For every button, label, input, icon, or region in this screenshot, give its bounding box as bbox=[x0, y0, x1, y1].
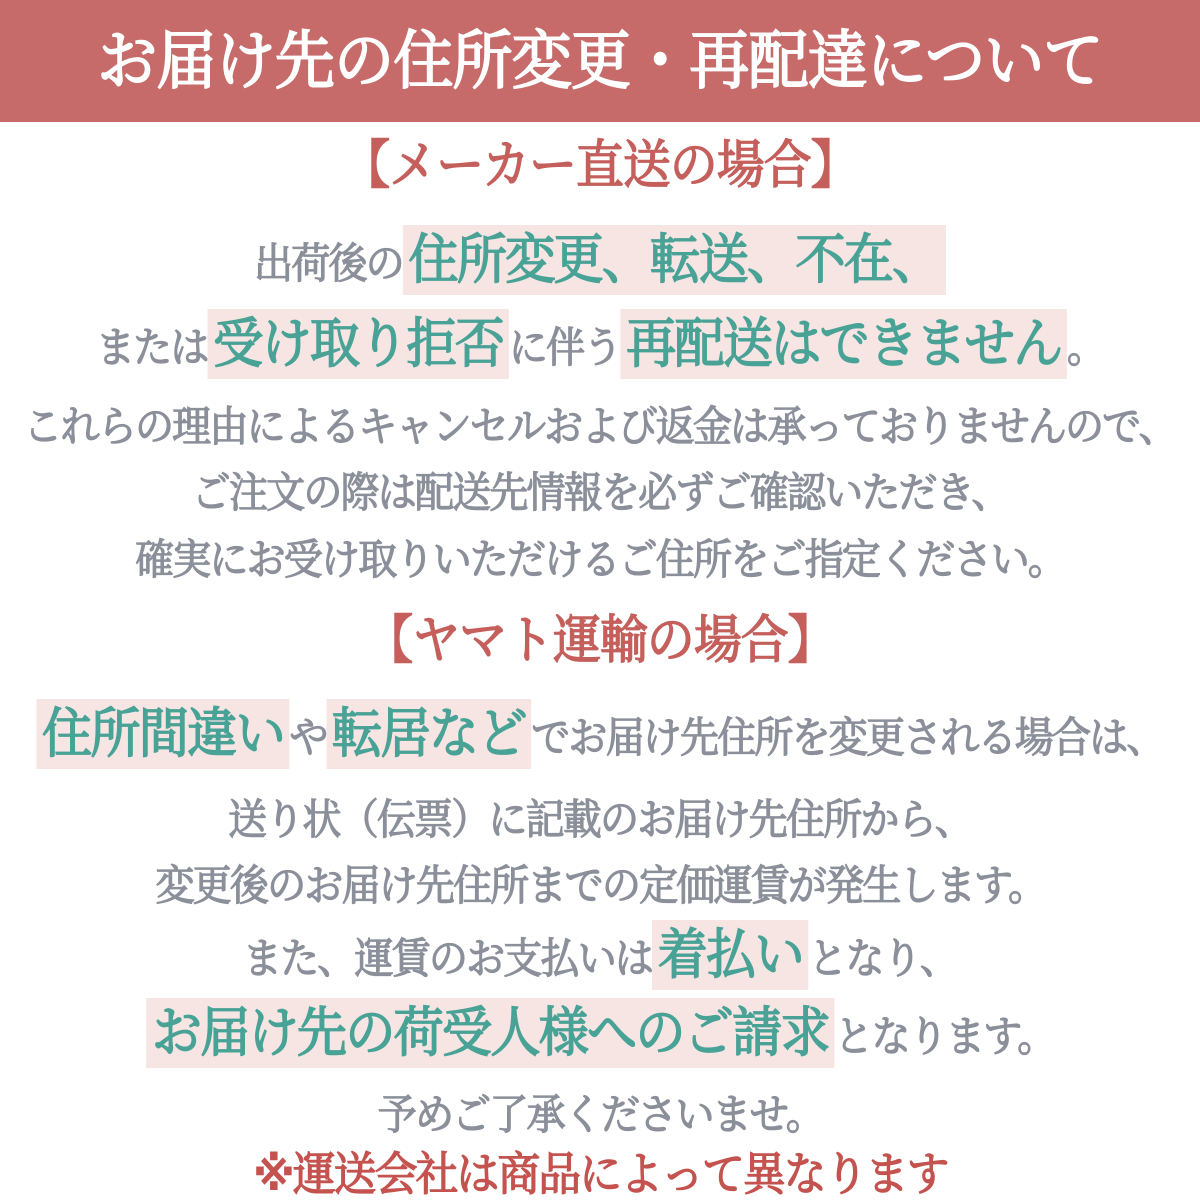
text-segment: 送り状（伝票）に記載のお届け先住所から、 bbox=[227, 795, 972, 843]
text-segment: ご注文の際は配送先情報を必ずご確認いただき、 bbox=[191, 469, 1009, 517]
highlight-segment: 転居など bbox=[327, 699, 532, 769]
text-line bbox=[377, 1088, 822, 1143]
footer-note: ※運送会社は商品によって異なります bbox=[252, 1147, 948, 1200]
notice-banner bbox=[0, 0, 1200, 122]
banner-title: お届け先の住所変更・再配達について bbox=[97, 25, 1103, 97]
highlight-segment: お届け先の荷受人様へのご請求 bbox=[146, 998, 834, 1068]
text-segment: また、運賃のお支払いは bbox=[242, 934, 653, 982]
text-line bbox=[192, 466, 1009, 521]
text-segment: となります。 bbox=[834, 1013, 1055, 1061]
text-segment: または bbox=[95, 324, 208, 372]
text-line bbox=[155, 859, 1045, 914]
text-line bbox=[96, 309, 1104, 379]
text-segment: に伴う bbox=[508, 324, 621, 372]
text-segment: 変更後のお届け先住所までの定価運賃が発生します。 bbox=[155, 862, 1045, 910]
text-line bbox=[135, 533, 1065, 588]
text-line bbox=[146, 998, 1054, 1068]
text-segment: 予めご了承くださいませ。 bbox=[377, 1091, 823, 1139]
section-heading-maker-direct: 【メーカー直送の場合】 bbox=[342, 137, 858, 195]
text-segment: これらの理由によるキャンセルおよび返金は承っておりませんので、 bbox=[23, 402, 1177, 450]
highlight-segment: 受け取り拒否 bbox=[208, 309, 509, 379]
text-segment: 。 bbox=[1066, 324, 1105, 372]
text-segment: や bbox=[289, 713, 327, 761]
text-line bbox=[243, 920, 957, 990]
highlight-segment: 住所間違い bbox=[36, 699, 289, 769]
text-line bbox=[24, 400, 1176, 455]
text-line bbox=[228, 793, 972, 848]
text-segment: 出荷後の bbox=[254, 240, 403, 288]
text-segment: となり、 bbox=[808, 934, 958, 982]
highlight-segment: 着払い bbox=[652, 920, 808, 990]
text-segment: でお届け先住所を変更される場合は、 bbox=[531, 713, 1164, 761]
highlight-segment: 再配送はできません bbox=[620, 309, 1066, 379]
text-segment: 確実にお受け取りいただけるご住所をご指定ください。 bbox=[134, 535, 1065, 583]
text-line bbox=[254, 225, 946, 295]
section-heading-yamato: 【ヤマト運輸の場合】 bbox=[365, 612, 835, 671]
text-line bbox=[36, 699, 1163, 769]
highlight-segment: 住所変更、転送、不在、 bbox=[403, 225, 946, 295]
